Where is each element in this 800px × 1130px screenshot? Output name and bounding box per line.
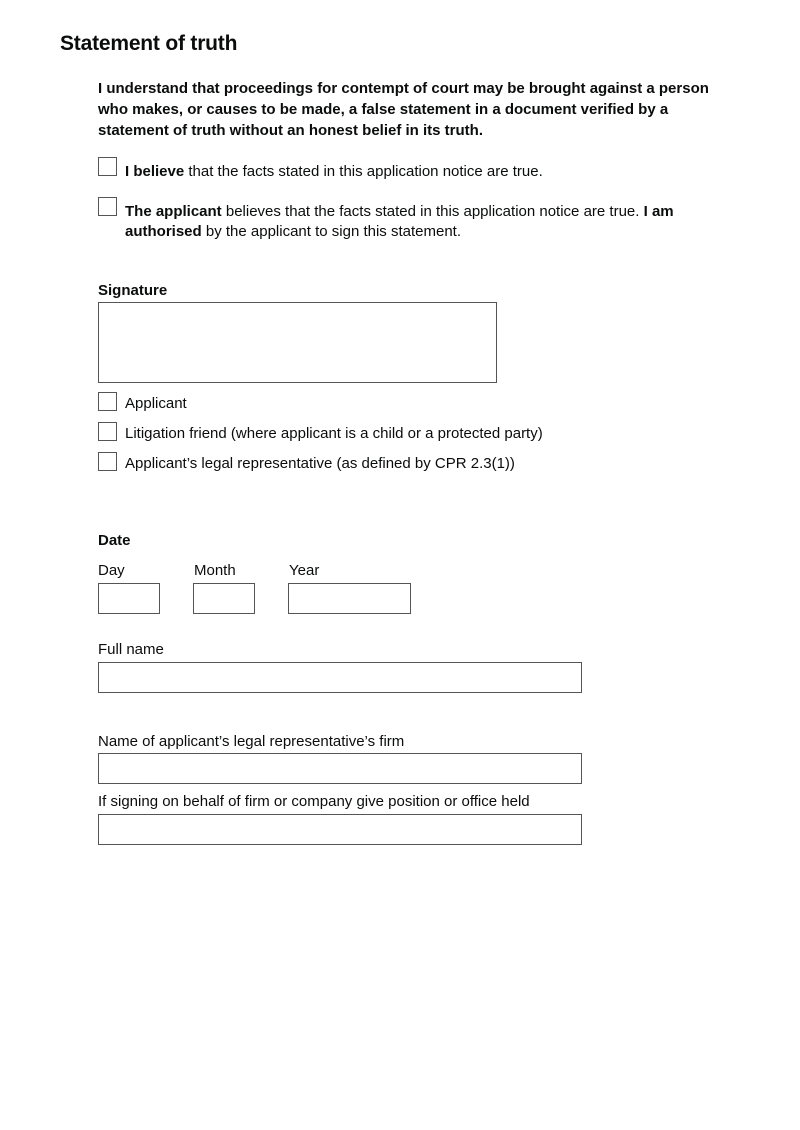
legal-representative-checkbox[interactable]	[98, 452, 117, 471]
month-label: Month	[194, 562, 236, 579]
firm-name-label: Name of applicant’s legal representative’s firm	[98, 733, 405, 750]
position-input[interactable]	[98, 814, 582, 845]
litigation-friend-checkbox[interactable]	[98, 422, 117, 441]
contempt-warning-text: I understand that proceedings for contempt of court may be brought against a person who makes, or causes to be made, a false statement in a document verified by a statement of truth without an honest belief in its truth.	[98, 80, 709, 139]
believe-option-text	[125, 162, 735, 182]
applicant-option-label: Applicant	[125, 395, 187, 412]
page-title: Statement of truth	[60, 32, 238, 55]
signature-label: Signature	[98, 282, 168, 299]
date-label: Date	[98, 532, 131, 549]
year-label: Year	[289, 562, 320, 579]
applicant-believes-checkbox[interactable]	[98, 197, 117, 216]
litigation-friend-option-label: Litigation friend (where applicant is a child or a protected party)	[125, 425, 543, 442]
authorised-bold: I am authorised	[125, 203, 674, 240]
believe-checkbox[interactable]	[98, 157, 117, 176]
full-name-input[interactable]	[98, 662, 582, 693]
believe-option-bold: I believe	[125, 163, 185, 180]
firm-name-input[interactable]	[98, 753, 582, 784]
applicant-checkbox[interactable]	[98, 392, 117, 411]
applicant-believes-bold: The applicant	[125, 203, 222, 220]
authorised-rest: by the applicant to sign this statement.	[201, 223, 462, 240]
day-input[interactable]	[98, 583, 160, 614]
year-input[interactable]	[288, 583, 411, 614]
applicant-believes-option-text	[125, 202, 735, 242]
believe-option-rest: that the facts stated in this application notice are true.	[184, 163, 543, 180]
applicant-believes-rest: believes that the facts stated in this application notice are true.	[221, 203, 644, 220]
full-name-label: Full name	[98, 641, 164, 658]
day-label: Day	[98, 562, 125, 579]
month-input[interactable]	[193, 583, 255, 614]
signature-box[interactable]	[98, 302, 497, 383]
position-label: If signing on behalf of firm or company give position or office held	[98, 793, 530, 810]
legal-representative-option-label: Applicant’s legal representative (as defined by CPR 2.3(1))	[125, 455, 515, 472]
